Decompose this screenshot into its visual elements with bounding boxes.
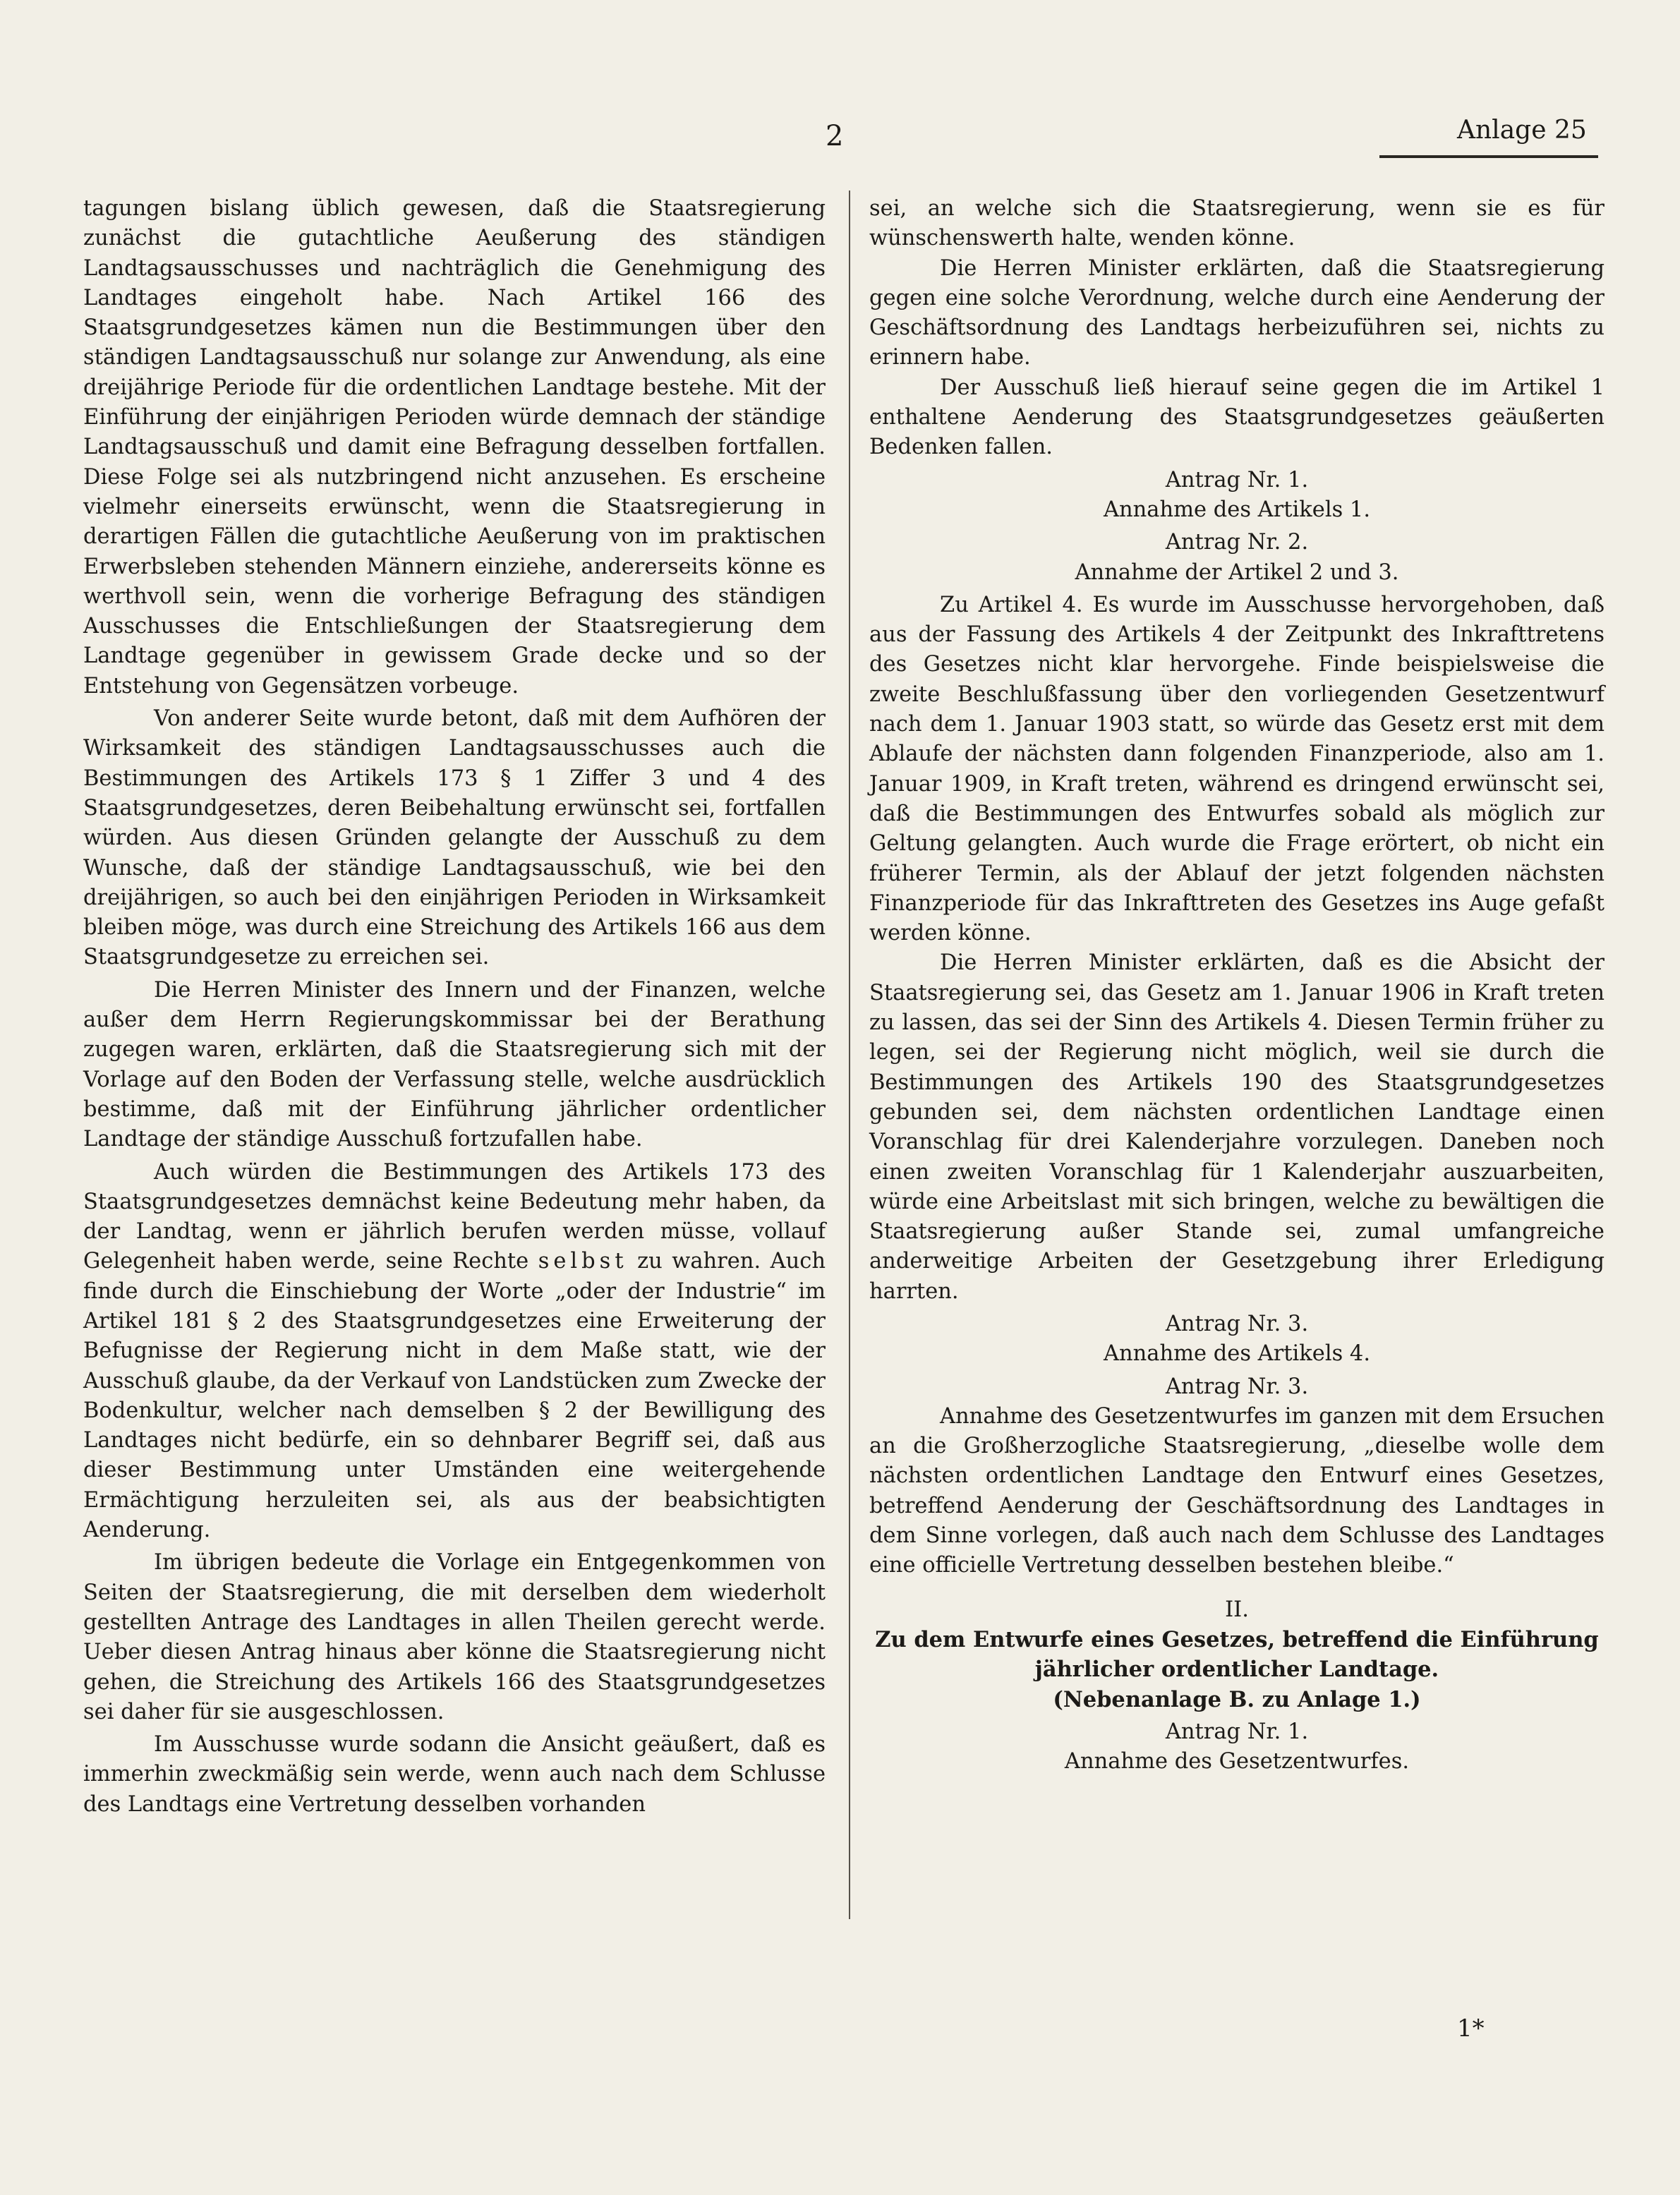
header-rule <box>1379 155 1598 158</box>
emphasis-selbst: selbst <box>538 1249 628 1274</box>
section-heading: Zu dem Entwurfe eines Gesetzes, betreffend die Einführung jährlicher ordentlicher Landtage. <box>875 1626 1599 1683</box>
right-paragraph-2: Die Herren Minister erklärten, daß die Staatsregierung gegen eine solche Verordnung, welche durch eine Aenderung der Geschäftsordnung des Landtags herbeizuführen sei, nichts zu erinnern habe. <box>869 255 1605 370</box>
left-paragraph-5: Im übrigen bedeute die Vorlage ein Entgegenkommen von Seiten der Staatsregierung, die mit derselben dem wiederholt gestellten Antrage des Landtages in allen Theilen gerecht werde. Ueber diesen Antrag hinaus aber könne die Staatsregierung nicht gehen, die Streichung des Artikels 166 des Staatsgrundgesetzes sei daher für sie ausgeschlossen. <box>83 1550 826 1724</box>
right-paragraph-3: Der Ausschuß ließ hierauf seine gegen die im Artikel 1 enthaltene Aenderung des Staatsgrundgesetzes geäußerten Bedenken fallen. <box>869 375 1605 460</box>
antrag-3-title: Antrag Nr. 3. <box>1165 1311 1309 1336</box>
section-subheading: (Nebenanlage B. zu Anlage 1.) <box>1053 1686 1421 1712</box>
left-paragraph-6: Im Ausschusse wurde sodann die Ansicht geäußert, daß es immerhin zweckmäßig sein werde, wenn auch nach dem Schlusse des Landtags eine Vertretung desselben vorhanden <box>83 1732 826 1817</box>
left-paragraph-3: Die Herren Minister des Innern und der Finanzen, welche außer dem Herrn Regierungskommissar bei der Berathung zugegen waren, erklärten, daß die Staatsregierung sich mit der Vorlage auf den Boden der Verfassung stelle, welche ausdrücklich bestimme, daß mit der Einführung jährlicher ordentlicher Landtage der ständige Ausschuß fortzufallen habe. <box>83 977 826 1152</box>
right-paragraph-artikel-4: Zu Artikel 4. Es wurde im Ausschusse hervorgehoben, daß aus der Fassung des Artikels 4 der Zeitpunkt des Inkrafttretens des Gesetzes nicht klar hervorgehe. Finde beispielsweise die zweite Beschlußfassung über den vorliegenden Gesetzentwurf nach dem 1. Januar 1903 statt, so würde das Gesetz erst mit dem Ablaufe der nächsten dann folgenden Finanzperiode, also am 1. Januar 1909, in Kraft treten, während es dringend erwünscht sei, daß die Bestimmungen des Entwurfes sobald als möglich zur Geltung gelangten. Auch wurde die Frage erörtert, ob nicht ein früherer Termin, als der Ablauf der jetzt folgenden nächsten Finanzperiode für das Inkrafttreten des Gesetzes ins Auge gefaßt werden könne. <box>869 592 1605 946</box>
left-paragraph-4-part-b: zu wahren. Auch finde durch die Einschiebung der Worte „oder der Industrie“ im Artikel 181 § 2 des Staatsgrundgesetzes eine Erweiterung der Befugnisse der Regierung nicht in dem Maße statt, wie der Ausschuß glaube, da der Verkauf von Landstücken zum Zwecke der Bodenkultur, welcher nach demselben § 2 der Bewilligung des Landtages nicht bedürfe, ein so dehnbarer Begriff sei, daß aus dieser Bestimmung unter Umständen eine weitergehende Ermächtigung herzuleiten sei, als aus der beabsichtigten Aenderung. <box>83 1249 826 1543</box>
antrag-2-title: Antrag Nr. 2. <box>1165 530 1309 555</box>
antrag-3-text: Annahme des Artikels 4. <box>1103 1341 1371 1367</box>
left-column <box>83 194 826 1820</box>
attachment-label: Anlage 25 <box>1457 116 1587 145</box>
antrag-1-text: Annahme des Artikels 1. <box>1103 497 1371 522</box>
signature-mark: 1* <box>1457 2014 1485 2043</box>
antrag-1-title: Antrag Nr. 1. <box>1165 467 1309 492</box>
right-paragraph-1: sei, an welche sich die Staatsregierung, wenn sie es für wünschenswerth halte, wenden könne. <box>869 196 1605 251</box>
column-divider <box>849 191 850 1919</box>
left-paragraph-4 <box>83 1158 826 1546</box>
page-number: 2 <box>826 120 845 152</box>
left-paragraph-2: Von anderer Seite wurde betont, daß mit dem Aufhören der Wirksamkeit des ständigen Landtagsausschusses auch die Bestimmungen des Artikels 173 § 1 Ziffer 3 und 4 des Staatsgrundgesetzes, deren Beibehaltung erwünscht sei, fortfallen würden. Aus diesen Gründen gelangte der Ausschuß zu dem Wunsche, daß der ständige Landtagsausschuß, wie bei den dreijährigen, so auch bei den einjährigen Perioden in Wirksamkeit bleiben möge, was durch eine Streichung des Artikels 166 aus dem Staatsgrundgesetze zu erreichen sei. <box>83 706 826 970</box>
antrag-3b-text: Annahme des Gesetzentwurfes im ganzen mit dem Ersuchen an die Großherzogliche Staatsregierung, „dieselbe wolle dem nächsten ordentlichen Landtage den Entwurf eines Gesetzes, betreffend Aenderung der Geschäftsordnung des Landtages in dem Sinne vorlegen, daß auch nach dem Schlusse des Landtages eine officielle Vertretung desselben bestehen bleibe.“ <box>869 1403 1605 1578</box>
antrag-final-title: Antrag Nr. 1. <box>1165 1719 1309 1744</box>
antrag-2-text: Annahme der Artikel 2 und 3. <box>1075 560 1399 585</box>
antrag-3b-title: Antrag Nr. 3. <box>1165 1374 1309 1399</box>
right-column <box>869 194 1605 1777</box>
section-roman-numeral: II. <box>1225 1597 1249 1622</box>
right-paragraph-minister: Die Herren Minister erklärten, daß es die Absicht der Staatsregierung sei, das Gesetz am 1. Januar 1906 in Kraft treten zu lassen, das sei der Sinn des Artikels 4. Diesen Termin früher zu legen, sei der Regierung nicht möglich, weil sie durch die Bestimmungen des Artikels 190 des Staatsgrundgesetzes gebunden sei, dem nächsten ordentlichen Landtage einen Voranschlag für drei Kalenderjahre vorzulegen. Daneben noch einen zweiten Voranschlag für 1 Kalenderjahr auszuarbeiten, würde eine Arbeitslast mit sich bringen, welche zu bewältigen die Staatsregierung außer Stande sei, zumal umfangreiche anderweitige Arbeiten der Gesetzgebung ihrer Erledigung harrten. <box>869 950 1605 1304</box>
left-paragraph-1: tagungen bislang üblich gewesen, daß die Staatsregierung zunächst die gutachtliche Aeußerung des ständigen Landtagsausschusses und nachträglich die Genehmigung des Landtages eingeholt habe. Nach Artikel 166 des Staatsgrundgesetzes kämen nun die Bestimmungen über den ständigen Landtagsausschuß nur solange zur Anwendung, als eine dreijährige Periode für die ordentlichen Landtage bestehe. Mit der Einführung der einjährigen Perioden würde demnach der ständige Landtagsausschuß und damit eine Befragung desselben fortfallen. Diese Folge sei als nutzbringend nicht anzusehen. Es erscheine vielmehr einerseits erwünscht, wenn die Staatsregierung in derartigen Fällen die gutachtliche Aeußerung von im praktischen Erwerbsleben stehenden Männern einziehe, andererseits könne es werthvoll sein, wenn die vorherige Befragung des ständigen Ausschusses die Entschließungen der Staatsregierung dem Landtage gegenüber in gewissem Grade decke und so der Entstehung von Gegensätzen vorbeuge. <box>83 196 826 699</box>
left-paragraph-4-part-a: Auch würden die Bestimmungen des Artikels 173 des Staatsgrundgesetzes demnächst keine Bedeutung mehr haben, da der Landtag, wenn er jährlich berufen werden müsse, vollauf Gelegenheit haben werde, seine Rechte <box>83 1159 826 1274</box>
antrag-final-text: Annahme des Gesetzentwurfes. <box>1064 1749 1410 1774</box>
